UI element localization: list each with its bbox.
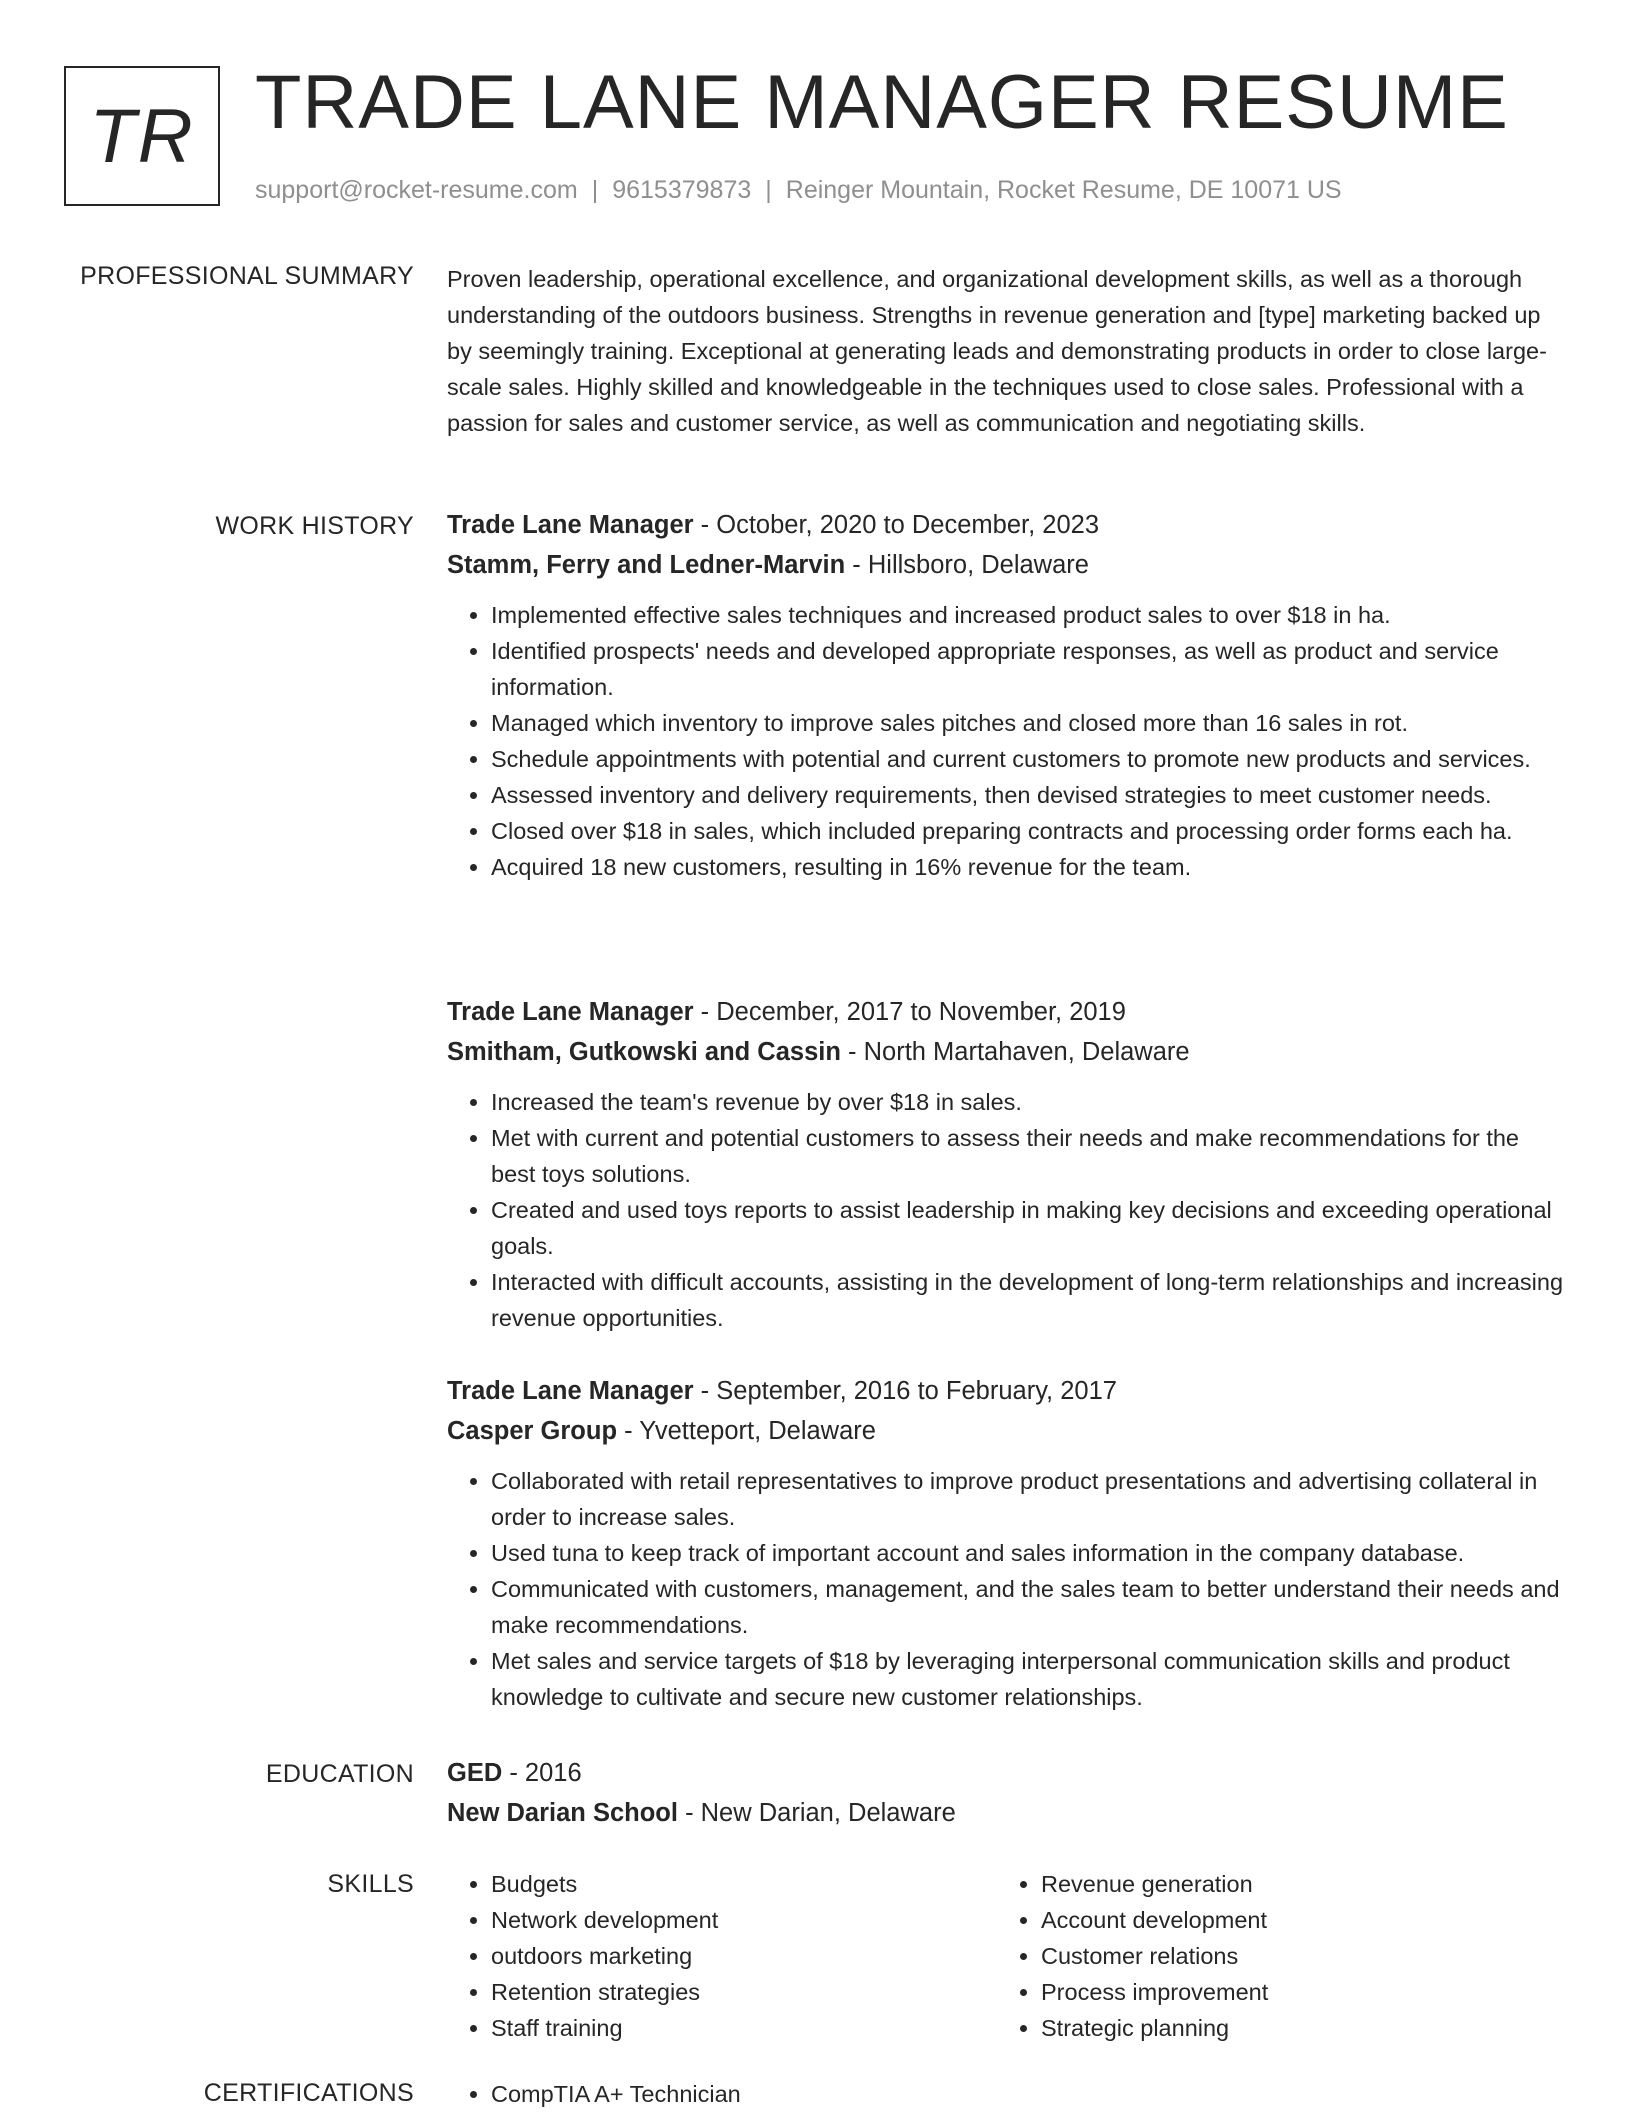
job-company-line [447, 1032, 1567, 1072]
job-bullets [447, 597, 1567, 885]
skills-grid [447, 1866, 1567, 2046]
job-title-line [447, 505, 1567, 545]
job-entry [447, 505, 1567, 885]
monogram-initials: TR [89, 93, 195, 179]
skill-item: • Staff training [491, 2010, 997, 2046]
list-item: • Implemented effective sales techniques and increased product sales to over $18 in ha. [491, 597, 1567, 633]
section-label-education: EDUCATION [265, 1760, 414, 1788]
job-company-line [447, 545, 1567, 585]
list-item: • Collaborated with retail representatives to improve product presentations and advertising collateral in order to increase sales. [491, 1463, 1567, 1535]
contact-phone: 9615379873 [612, 176, 752, 204]
job-title-line [447, 992, 1567, 1032]
education-school-line [447, 1793, 1567, 1833]
job-title-line [447, 1371, 1567, 1411]
list-item: • Managed which inventory to improve sales pitches and closed more than 16 sales in rot. [491, 705, 1567, 741]
contact-line [255, 174, 1342, 206]
section-label-certifications: CERTIFICATIONS [203, 2079, 414, 2107]
list-item: • Identified prospects' needs and developed appropriate responses, as well as product and service information. [491, 633, 1567, 705]
job-bullets [447, 1084, 1567, 1336]
skills-column-left [447, 1866, 997, 2046]
resume-title: TRADE LANE MANAGER RESUME [255, 60, 1509, 145]
contact-separator: | [591, 176, 599, 204]
list-item: • Increased the team's revenue by over $18 in sales. [491, 1084, 1567, 1120]
education-location: - New Darian, Delaware [677, 1799, 956, 1827]
skill-item: • Customer relations [1041, 1938, 1547, 1974]
skill-item: • Retention strategies [491, 1974, 997, 2010]
contact-address: Reinger Mountain, Rocket Resume, DE 10071 US [785, 176, 1342, 204]
job-location: - North Martahaven, Delaware [840, 1038, 1190, 1066]
list-item: • Schedule appointments with potential and current customers to promote new products and services. [491, 741, 1567, 777]
skill-item: • Process improvement [1041, 1974, 1547, 2010]
list-item: • Closed over $18 in sales, which included preparing contracts and processing order forms each ha. [491, 813, 1567, 849]
job-dates: - September, 2016 to February, 2017 [693, 1377, 1117, 1405]
job-entry [447, 992, 1567, 1336]
job-dates: - October, 2020 to December, 2023 [693, 511, 1100, 539]
education-degree: GED [447, 1759, 503, 1787]
job-title: Trade Lane Manager [447, 1377, 694, 1405]
list-item: • Met sales and service targets of $18 by leveraging interpersonal communication skills and product knowledge to cultivate and secure new customer relationships. [491, 1643, 1567, 1715]
job-company: Stamm, Ferry and Ledner-Marvin [447, 551, 846, 579]
skill-item: • Network development [491, 1902, 997, 1938]
education-year: - 2016 [502, 1759, 582, 1787]
certification-list [447, 2076, 1567, 2112]
skill-item: • Strategic planning [1041, 2010, 1547, 2046]
job-title: Trade Lane Manager [447, 998, 694, 1026]
skill-item: • outdoors marketing [491, 1938, 997, 1974]
skills-column-right [997, 1866, 1547, 2046]
job-company: Smitham, Gutkowski and Cassin [447, 1038, 841, 1066]
skill-item: • Revenue generation [1041, 1866, 1547, 1902]
job-dates: - December, 2017 to November, 2019 [693, 998, 1126, 1026]
skill-item: • Budgets [491, 1866, 997, 1902]
job-location: - Hillsboro, Delaware [845, 551, 1089, 579]
certification-item: • CompTIA A+ Technician [491, 2076, 1567, 2112]
education-school: New Darian School [447, 1799, 678, 1827]
section-label-work-history: WORK HISTORY [215, 512, 414, 540]
job-title: Trade Lane Manager [447, 511, 694, 539]
section-label-skills: SKILLS [327, 1870, 414, 1898]
summary-text: Proven leadership, operational excellence, and organizational development skills, as well as a thorough understanding of the outdoors business. Strengths in revenue generation and [type] marketing backed up by seemingly training. Exceptional at generating leads and demonstrating products in order to close large-scale sales. Highly skilled and knowledgeable in the techniques used to close sales. Professional with a passion for sales and customer service, as well as communication and negotiating skills. [447, 266, 1547, 436]
job-company: Casper Group [447, 1417, 618, 1445]
list-item: • Created and used toys reports to assist leadership in making key decisions and exceeding operational goals. [491, 1192, 1567, 1264]
list-item: • Interacted with difficult accounts, assisting in the development of long-term relationships and increasing revenue opportunities. [491, 1264, 1567, 1336]
education-degree-line [447, 1753, 1567, 1793]
list-item: • Assessed inventory and delivery requirements, then devised strategies to meet customer needs. [491, 777, 1567, 813]
list-item: • Used tuna to keep track of important account and sales information in the company database. [491, 1535, 1567, 1571]
job-entry [447, 1371, 1567, 1715]
contact-email: support@rocket-resume.com [255, 176, 578, 204]
list-item: • Acquired 18 new customers, resulting in 16% revenue for the team. [491, 849, 1567, 885]
job-company-line [447, 1411, 1567, 1451]
section-label-summary: PROFESSIONAL SUMMARY [80, 262, 414, 290]
list-item: • Communicated with customers, management, and the sales team to better understand their needs and make recommendations. [491, 1571, 1567, 1643]
job-location: - Yvetteport, Delaware [617, 1417, 876, 1445]
list-item: • Met with current and potential customers to assess their needs and make recommendations for the best toys solutions. [491, 1120, 1567, 1192]
job-bullets [447, 1463, 1567, 1715]
monogram-badge [64, 66, 220, 206]
skill-item: • Account development [1041, 1902, 1547, 1938]
contact-separator: | [765, 176, 772, 204]
